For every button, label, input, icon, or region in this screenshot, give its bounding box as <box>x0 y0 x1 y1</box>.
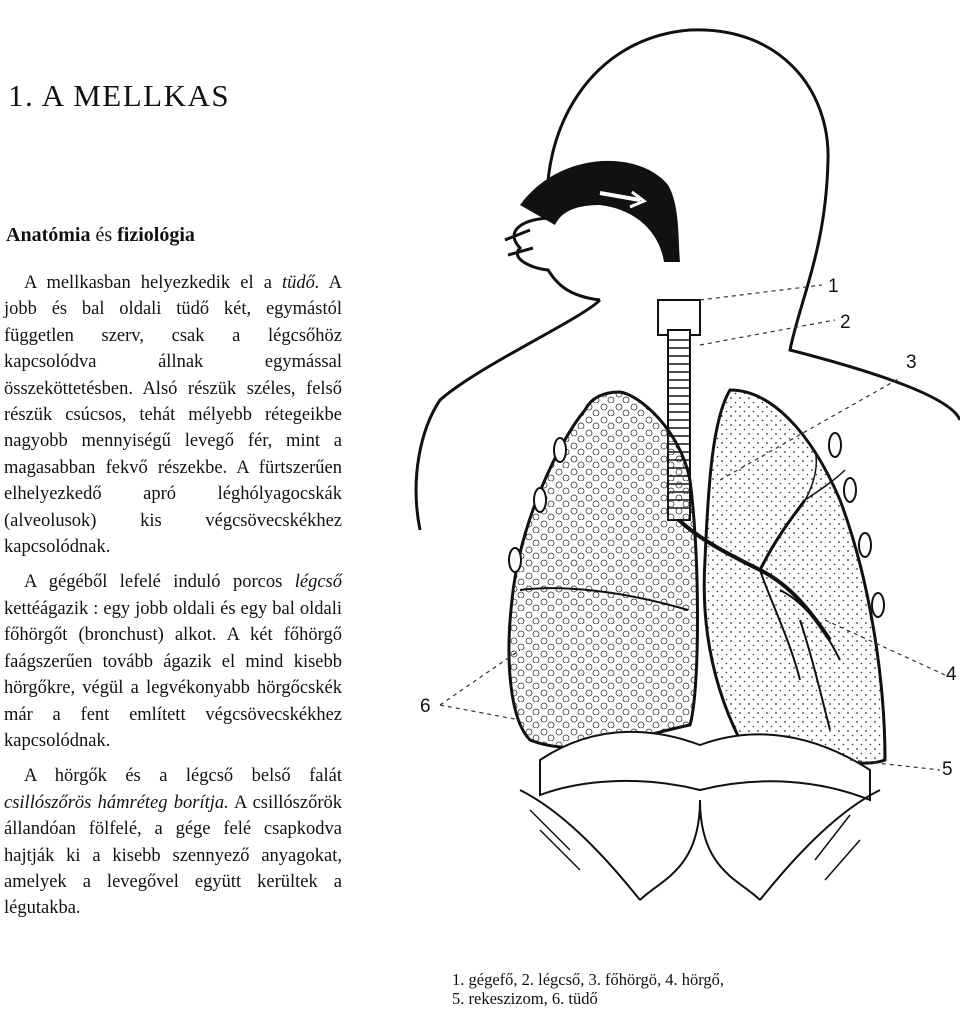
figure-label-1: 1 <box>828 276 839 297</box>
respiratory-system-illustration <box>395 18 960 960</box>
right-lung-icon <box>509 392 697 748</box>
heading-and: és <box>90 224 118 246</box>
figure-label-6: 6 <box>420 696 431 717</box>
term-tudo: tüdő. <box>282 273 320 293</box>
heading-physiology: fiziológia <box>117 224 195 246</box>
left-lung-icon <box>704 390 885 763</box>
nasal-cavity-icon <box>520 161 680 262</box>
p2-start: A gégéből lefelé induló porcos <box>24 572 295 593</box>
figure-caption <box>452 970 724 1008</box>
paragraph-2 <box>4 569 342 754</box>
p2-rest: kettéágazik : egy jobb oldali és egy bal oldali főhörgőt (bronchust) alkot. A két főhörgő faágszerűen tovább ágazik el mind kisebb hörgőkre, végül a legvékonyabb hörgőcskék már a fent említett végcsövecskékhez kapcsolódnak. <box>4 598 342 751</box>
figure-label-3: 3 <box>906 352 917 373</box>
caption-line-1: 1. gégefő, 2. légcső, 3. főhörgö, 4. hörgő, <box>452 970 725 989</box>
body-text <box>4 270 342 922</box>
p1-start: A mellkasban helyezkedik el a <box>24 273 283 293</box>
figure-label-5: 5 <box>942 759 953 780</box>
term-legcso: légcső <box>294 572 342 593</box>
term-csillo: csillószőrös hámréteg borítja. <box>4 792 229 813</box>
figure-label-2: 2 <box>840 312 851 333</box>
paragraph-3 <box>4 763 342 921</box>
p3-start: A hörgők és a légcső belső falát <box>24 766 342 787</box>
p3-rest: A csillószőrök állandóan fölfelé, a gége felé csapkodva hajtják ki a kisebb szennyező anyagokat, amelyek a levegővel együtt kerültek a légutakba. <box>4 792 342 919</box>
figure-label-4: 4 <box>946 664 957 685</box>
p1-rest: A jobb és bal oldali tüdő két, egymástól független szerv, csak a légcsőhöz kapcsolódva állnak egymással összeköttetésben. Alsó részük széles, felső részük csúcsos, tehát mélyebb rétegeikbe nagyobb mennyiségű levegő fér, mint a magasabban fekvő részekbe. A fürtszerűen elhelyezkedő apró léghólyagocskák (alveolusok) kis végcsövecskékhez kapcsolódnak. <box>4 273 343 558</box>
caption-line-2: 5. rekeszizom, 6. tüdő <box>452 989 598 1008</box>
section-heading <box>6 224 195 247</box>
heading-anatomy: Anatómia <box>6 224 91 246</box>
paragraph-1 <box>4 270 342 560</box>
page-title: 1. A MELLKAS <box>8 78 231 113</box>
